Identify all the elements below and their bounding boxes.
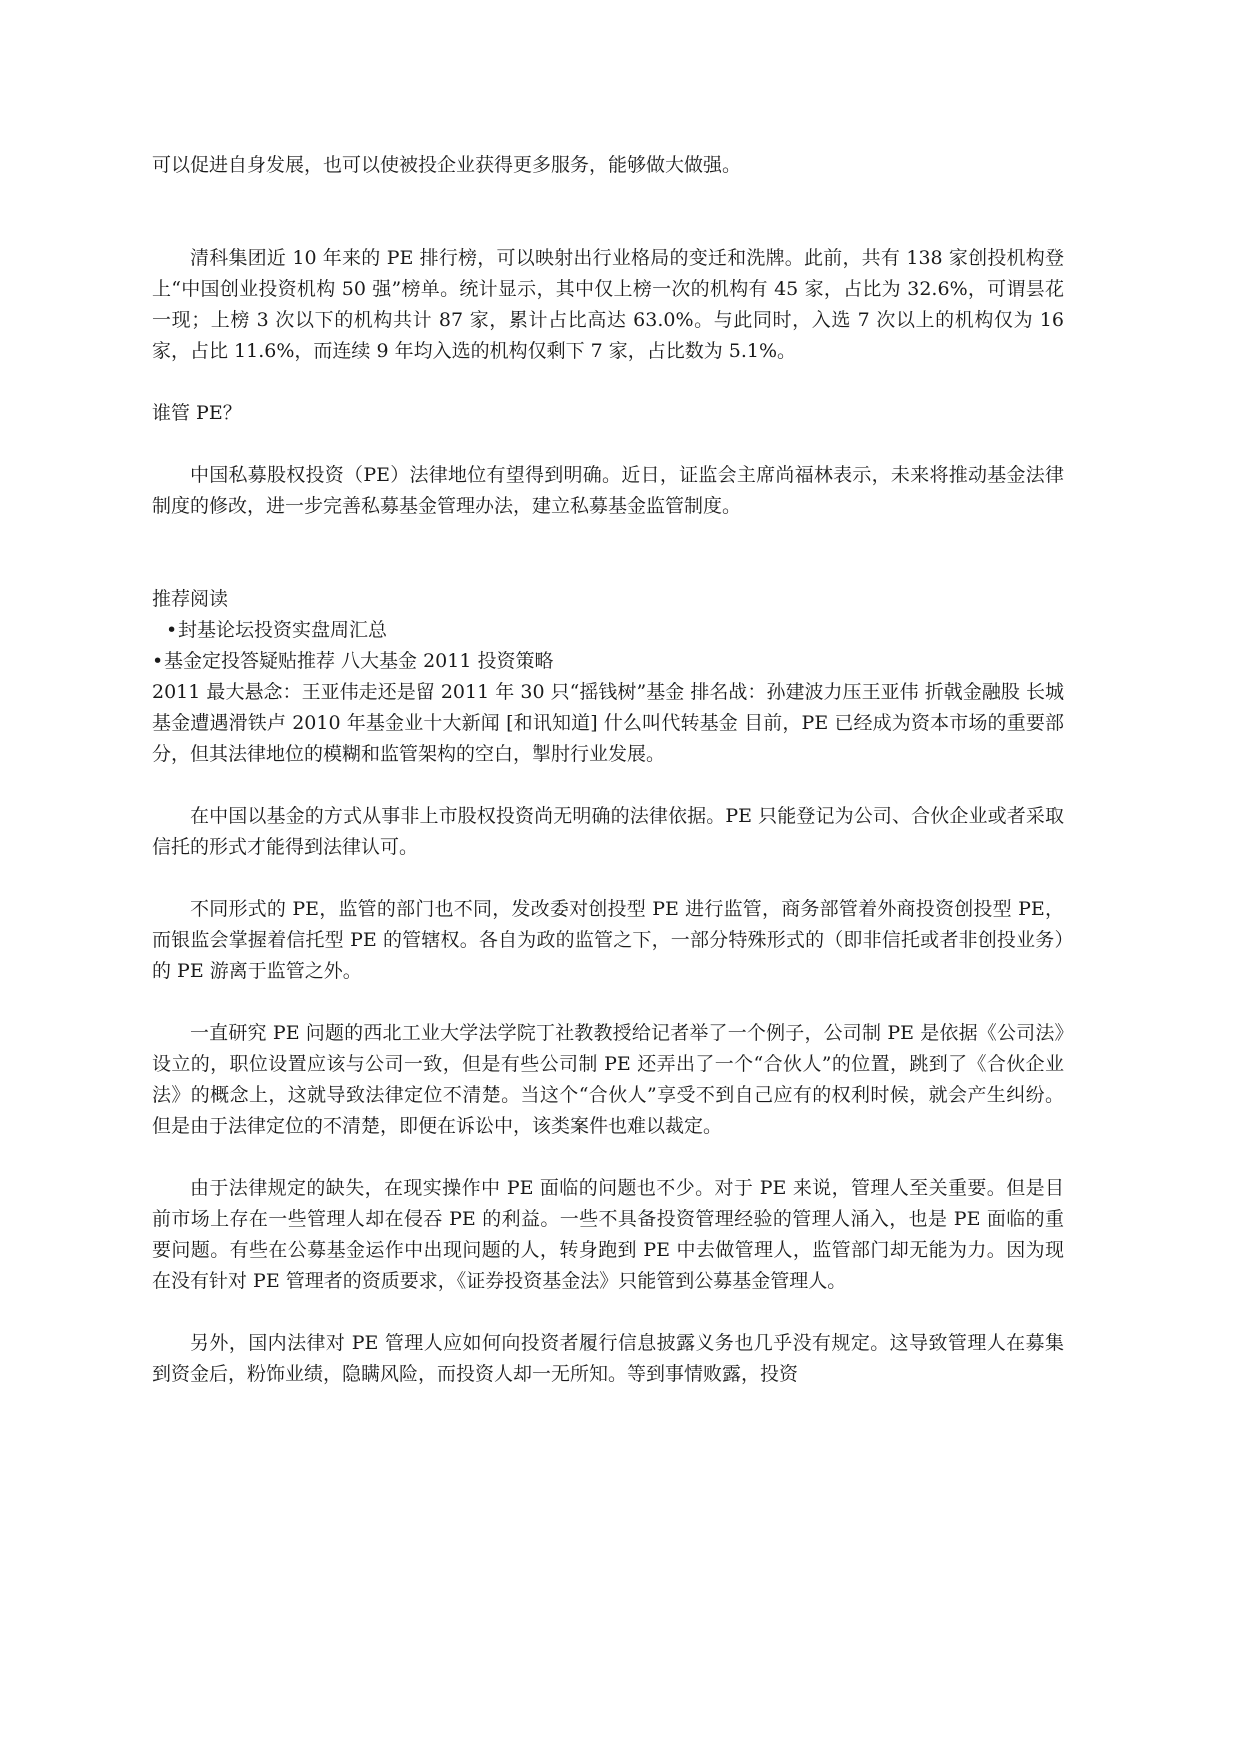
recommended-link-1[interactable] xyxy=(152,615,1064,646)
paragraph-pe-ranking: 清科集团近 10 年来的 PE 排行榜，可以映射出行业格局的变迁和洗牌。此前，共有 138 家创投机构登上“中国创业投资机构 50 强”榜单。统计显示，其中仅上榜一次的机构有 45 家，占比为 32.6%，可谓昙花一现；上榜 3 次以下的机构共计 87 家，累计占比高达 63.0%。与此同时，入选 7 次以上的机构仅为 16 家，占比 11.6%，而连续 9 年均入选的机构仅剩下 7 家，占比数为 5.1%。 xyxy=(152,247,1064,362)
paragraph-related-news: 2011 最大悬念：王亚伟走还是留 2011 年 30 只“摇钱树”基金 排名战：孙建波力压王亚伟 折戟金融股 长城基金遭遇滑铁卢 2010 年基金业十大新闻 [和讯知道] 什么叫代转基金 目前，PE 已经成为资本市场的重要部分，但其法律地位的模糊和监管架构的空白，掣肘行业发展。 xyxy=(152,681,1064,765)
paragraph-continuation: 可以促进自身发展，也可以使被投企业获得更多服务，能够做大做强。 xyxy=(152,154,742,176)
recommended-link-2[interactable] xyxy=(152,646,1064,677)
document-page xyxy=(152,150,1064,1390)
section-heading: 谁管 PE？ xyxy=(152,402,242,424)
paragraph-no-legal-basis: 在中国以基金的方式从事非上市股权投资尚无明确的法律依据。PE 只能登记为公司、合伙企业或者采取信托的形式才能得到法律认可。 xyxy=(152,805,1064,858)
paragraph-disclosure: 另外，国内法律对 PE 管理人应如何向投资者履行信息披露义务也几乎没有规定。这导致管理人在募集到资金后，粉饰业绩，隐瞒风险，而投资人却一无所知。等到事情败露，投资 xyxy=(152,1332,1064,1385)
paragraph-regulators: 不同形式的 PE，监管的部门也不同，发改委对创投型 PE 进行监管，商务部管着外商投资创投型 PE，而银监会掌握着信托型 PE 的管辖权。各自为政的监管之下，一部分特殊形式的（即非信托或者非创投业务）的 PE 游离于监管之外。 xyxy=(152,898,1064,982)
recommended-reading-title: 推荐阅读 xyxy=(152,588,229,610)
bullet-icon: • xyxy=(166,619,178,641)
paragraph-professor-example: 一直研究 PE 问题的西北工业大学法学院丁社教教授给记者举了一个例子，公司制 PE 是依据《公司法》设立的，职位设置应该与公司一致，但是有些公司制 PE 还弄出了一个“合伙人”的位置，跳到了《合伙企业法》的概念上，这就导致法律定位不清楚。当这个“合伙人”享受不到自己应有的权利时候，就会产生纠纷。但是由于法律定位的不清楚，即便在诉讼中，该类案件也难以裁定。 xyxy=(152,1022,1064,1137)
recommended-link-2-label: 基金定投答疑贴推荐 八大基金 2011 投资策略 xyxy=(164,650,554,672)
recommended-link-1-label: 封基论坛投资实盘周汇总 xyxy=(178,619,388,641)
paragraph-manager-issues: 由于法律规定的缺失，在现实操作中 PE 面临的问题也不少。对于 PE 来说，管理人至关重要。但是目前市场上存在一些管理人却在侵吞 PE 的利益。一些不具备投资管理经验的管理人涌入，也是 PE 面临的重要问题。有些在公募基金运作中出现问题的人，转身跑到 PE 中去做管理人，监管部门却无能为力。因为现在没有针对 PE 管理者的资质要求，《证券投资基金法》只能管到公募基金管理人。 xyxy=(152,1177,1064,1292)
bullet-icon: • xyxy=(152,650,164,672)
paragraph-legal-status: 中国私募股权投资（PE）法律地位有望得到明确。近日，证监会主席尚福林表示，未来将推动基金法律制度的修改，进一步完善私募基金管理办法，建立私募基金监管制度。 xyxy=(152,464,1064,517)
